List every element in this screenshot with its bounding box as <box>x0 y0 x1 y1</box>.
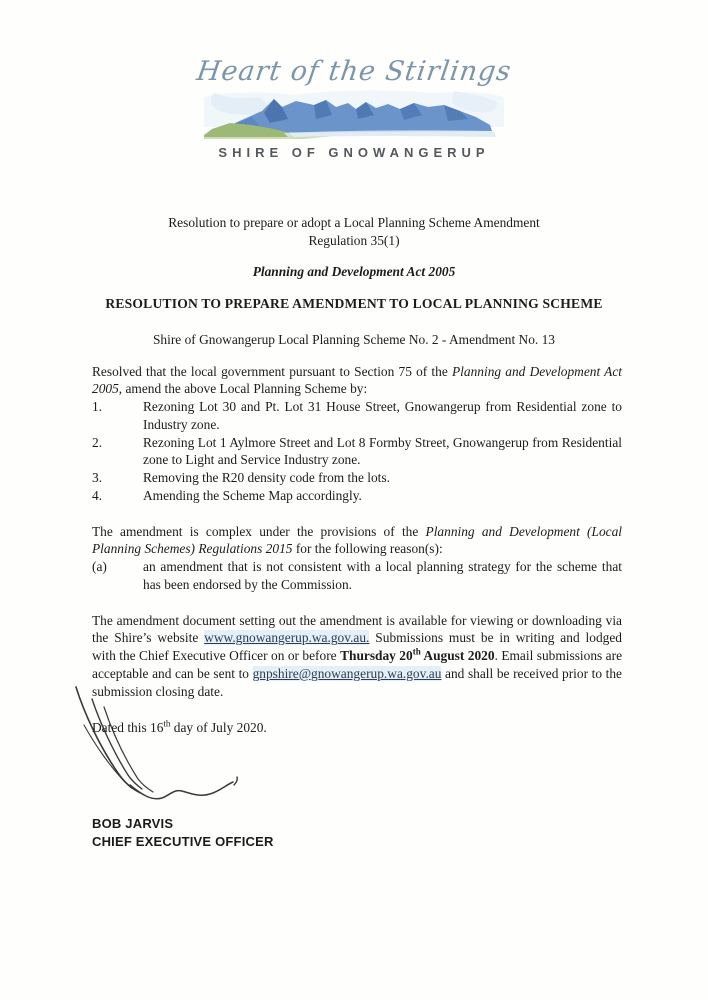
resolution-title-line1: Resolution to prepare or adopt a Local Planning Scheme Amendment <box>168 215 540 230</box>
dated-line <box>92 719 622 737</box>
availability-text-2: Submissions must be in writing and lodged with the Chief Executive Officer on or before <box>92 630 622 664</box>
list-item-number: 4. <box>92 487 103 503</box>
complex-text-1: The amendment is complex under the provisions of the <box>92 523 426 539</box>
list-item-number: 2. <box>92 434 103 450</box>
availability-text-4: and shall be received prior to the submission closing date. <box>92 665 622 699</box>
reason-item <box>92 558 622 594</box>
list-item-number: 3. <box>92 470 103 486</box>
signature-area <box>92 737 622 815</box>
complex-paragraph <box>92 523 622 559</box>
resolved-text-1: Resolved that the local government pursuant to Section 75 of the <box>92 363 452 379</box>
complex-text-2: for the following reason(s): <box>292 541 443 557</box>
signatory-block <box>92 815 622 851</box>
logo-script-text: Heart of the Stirlings <box>194 56 514 87</box>
reason-text: an amendment that is not consistent with a local planning strategy for the scheme that has been endorsed by the Commission. <box>143 559 622 592</box>
website-link[interactable]: www.gnowangerup.wa.gov.au. <box>204 630 370 646</box>
signatory-title: CHIEF EXECUTIVE OFFICER <box>92 834 274 850</box>
email-link[interactable]: gnpshire@gnowangerup.wa.gov.au <box>252 665 442 681</box>
dated-ordinal-suffix: th <box>163 719 171 729</box>
mountain-logo <box>0 87 708 139</box>
scheme-subheading: Shire of Gnowangerup Local Planning Scheme No. 2 - Amendment No. 13 <box>152 331 555 347</box>
handwritten-signature <box>70 685 270 815</box>
resolved-paragraph <box>92 363 622 399</box>
list-item <box>92 487 622 505</box>
deadline-ordinal-suffix: th <box>412 646 421 657</box>
resolved-text-2: , amend the above Local Planning Scheme by: <box>118 381 368 397</box>
amendment-list <box>92 398 622 505</box>
list-item <box>92 469 622 487</box>
list-item-text: Removing the R20 density code from the lots. <box>143 470 390 486</box>
availability-text-3: . Email submissions are acceptable and can be sent to <box>92 648 623 681</box>
list-item-number: 1. <box>92 399 103 415</box>
dated-text-2: day of July 2020. <box>170 720 267 736</box>
title-block <box>0 214 708 349</box>
mountain-range-illustration <box>204 87 504 139</box>
act-title: Planning and Development Act 2005 <box>252 264 456 280</box>
signatory-name: BOB JARVIS <box>92 816 174 832</box>
list-item-text: Amending the Scheme Map accordingly. <box>143 487 362 503</box>
list-item-text: Rezoning Lot 30 and Pt. Lot 31 House Street, Gnowangerup from Residential zone to Industry zone. <box>143 399 622 432</box>
availability-text-1: The amendment document setting out the amendment is available for viewing or downloading via the Shire’s website <box>92 612 622 646</box>
letterhead <box>0 0 708 160</box>
resolution-title-line2: Regulation 35(1) <box>308 233 400 249</box>
dated-text-1: Dated this 16 <box>92 720 164 736</box>
list-item-text: Rezoning Lot 1 Aylmore Street and Lot 8 Formby Street, Gnowangerup from Residential zone to Light and Service Industry zone. <box>143 434 622 468</box>
document-body <box>92 363 622 851</box>
main-heading: RESOLUTION TO PREPARE AMENDMENT TO LOCAL PLANNING SCHEME <box>105 296 603 312</box>
resolved-act-italic: Planning and Development Act 2005 <box>92 363 623 397</box>
deadline-date-part2: August 2020 <box>420 648 495 664</box>
reason-label: (a) <box>92 559 107 575</box>
org-name: SHIRE OF GNOWANGERUP <box>218 145 490 160</box>
deadline-date-part1: Thursday 20 <box>340 648 413 664</box>
complex-regulations-italic: Planning and Development (Local Planning Schemes) Regulations 2015 <box>92 523 622 557</box>
deadline-bold <box>340 648 495 663</box>
list-item <box>92 398 622 434</box>
list-item <box>92 434 622 470</box>
